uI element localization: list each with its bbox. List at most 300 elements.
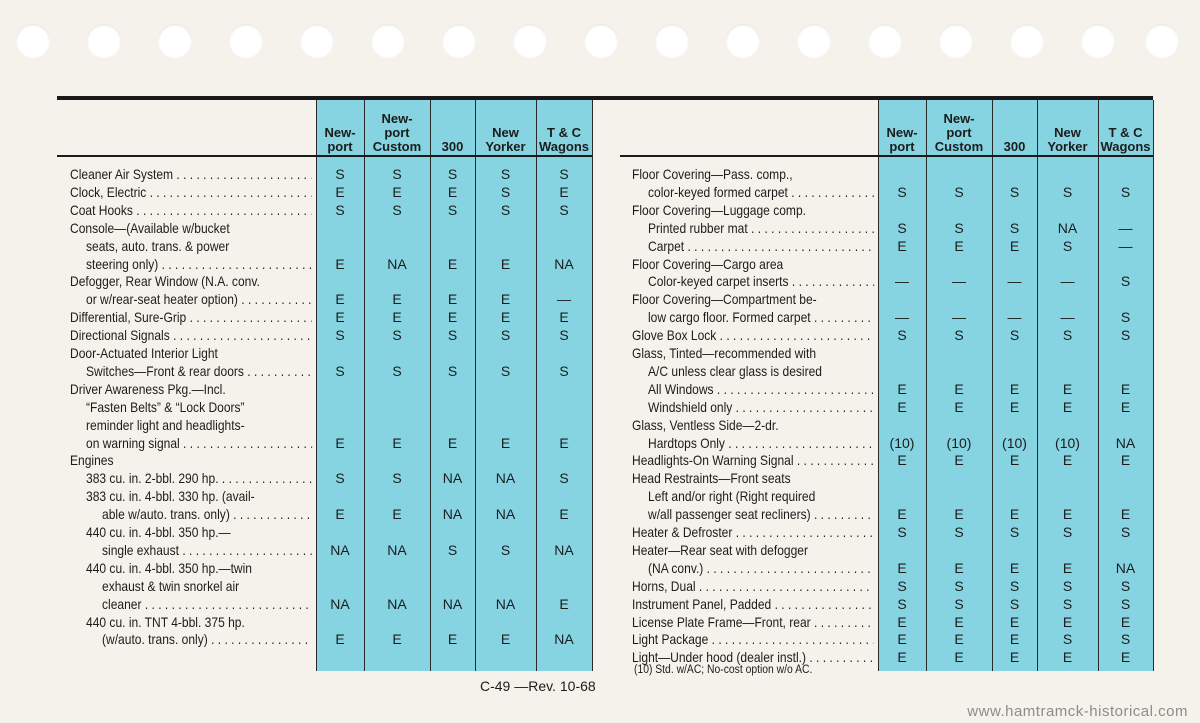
row-value: S [1120,273,1131,290]
row-value [364,416,430,434]
column-header-line: Wagons [1100,139,1151,154]
row-value: E [335,291,345,308]
row-value: NA [387,541,407,558]
row-value [1037,344,1098,362]
row-value [316,237,364,255]
row-value: E [897,631,907,648]
row-value [475,272,536,290]
row-value: S [559,470,569,487]
row-value: S [559,166,569,182]
row-value [1098,165,1153,183]
row-value: E [954,559,964,576]
row-value [364,219,430,237]
row-value: S [1009,327,1020,344]
row-value [536,344,592,362]
row-value: S [500,541,511,558]
row-label: Hardtops Only . . . [648,434,874,452]
row-value: E [954,237,964,254]
binder-hole [87,24,121,58]
row-label: (NA conv.) . . . [648,559,874,577]
row-value [475,416,536,434]
row-value: E [559,183,569,200]
row-value [926,201,992,219]
row-value [475,577,536,595]
row-value [316,219,364,237]
row-value: — [895,309,909,326]
row-value [430,559,475,577]
row-label: License Plate Frame—Front, rear . . . [632,613,874,631]
row-value [878,290,926,308]
row-value [926,344,992,362]
row-value [1098,416,1153,434]
column-header [364,102,430,154]
row-value: E [1009,380,1020,397]
column-header-line: 300 [1003,139,1026,154]
column-header-line: Yorker [485,139,526,154]
row-label: able w/auto. trans. only) . . . [102,505,312,523]
row-value: S [1120,309,1131,326]
binder-hole [655,24,689,58]
row-value: S [392,327,402,344]
row-value: E [1120,613,1131,630]
binder-hole [513,24,547,58]
row-label: 383 cu. in. 4-bbl. 330 hp. (avail- [86,488,255,505]
row-label: Directional Signals . . . [70,326,312,344]
row-value: E [897,452,907,469]
row-value: E [1120,380,1131,397]
row-label: Coat Hooks . . . [70,201,312,219]
row-value: S [954,595,964,612]
row-value: E [1009,649,1020,666]
row-value [316,451,364,469]
row-value [430,523,475,541]
row-value [1037,165,1098,183]
row-value: S [1009,595,1020,612]
row-value [1037,487,1098,505]
row-value [475,487,536,505]
row-value: — [1118,237,1133,254]
row-value: S [1120,631,1131,648]
row-label: Driver Awareness Pkg.—Incl. [70,380,226,397]
row-value: S [559,201,569,218]
row-value [316,577,364,595]
row-value [878,487,926,505]
row-value [926,165,992,183]
row-value: — [952,309,966,326]
row-value: E [447,255,458,272]
row-value [430,272,475,290]
row-value: S [954,183,964,200]
header-rule-right [620,155,1153,157]
binder-hole [584,24,618,58]
row-value [1037,201,1098,219]
column-header-line: Custom [934,139,984,154]
row-value [364,523,430,541]
column-header-line: Yorker [1047,139,1088,154]
row-value: — [952,273,966,290]
row-value: S [954,524,964,540]
column-header [926,102,992,154]
row-label: Floor Covering—Luggage comp. [632,201,807,218]
row-value [430,451,475,469]
row-value: S [335,362,345,379]
row-value [536,416,592,434]
column-header-line: New- [381,111,413,126]
row-value [878,469,926,487]
row-value [878,165,926,183]
row-value: NA [1057,219,1078,236]
column-header-line: 300 [441,139,464,154]
row-label: 383 cu. in. 2-bbl. 290 hp. . . . [86,469,312,487]
row-label: color-keyed formed carpet . . . [648,183,874,201]
row-value: S [559,327,569,344]
row-value: NA [1115,559,1136,576]
row-value [1037,541,1098,559]
row-value [316,559,364,577]
row-value [536,219,592,237]
row-value [992,165,1037,183]
row-value: S [1062,327,1073,344]
row-value [316,613,364,631]
row-value: E [1120,398,1131,415]
row-value: S [500,183,511,200]
row-value: S [954,577,964,594]
row-value: S [335,470,345,487]
row-value: S [897,219,907,236]
row-value: E [1062,649,1073,666]
row-value [430,380,475,398]
row-value [316,487,364,505]
row-value [475,613,536,631]
row-value [878,255,926,273]
row-value: S [1062,577,1073,594]
binder-hole [1010,24,1044,58]
row-value [475,559,536,577]
row-value: — [1060,273,1075,290]
row-value: — [1060,309,1075,326]
row-value: S [1009,524,1020,540]
row-label: Left and/or right (Right required [648,488,816,505]
row-value [536,559,592,577]
row-value [364,559,430,577]
row-value: E [954,506,964,523]
row-label: A/C unless clear glass is desired [648,362,822,379]
row-value: S [1062,524,1073,540]
row-value: E [1062,398,1073,415]
row-value: E [1062,452,1073,469]
column-header-line: port [327,139,353,154]
row-value: E [897,380,907,397]
row-value [316,272,364,290]
row-value [926,487,992,505]
row-value: NA [554,255,574,272]
row-value: E [500,631,511,648]
binder-hole [442,24,476,58]
row-label: Heater & Defroster . . . [632,523,874,541]
row-value: S [392,362,402,379]
row-value: E [897,649,907,666]
row-value: S [335,166,345,182]
row-value [992,255,1037,273]
column-header [1037,102,1098,154]
row-value: S [954,219,964,236]
row-value: E [897,613,907,630]
row-value: S [897,577,907,594]
row-label: Door-Actuated Interior Light [70,345,218,361]
row-value [364,487,430,505]
row-value: E [447,309,458,326]
row-value: NA [330,541,350,558]
row-value: NA [554,541,574,558]
row-value: S [1009,219,1020,236]
row-value: — [1118,219,1133,236]
row-value [926,362,992,380]
row-value [536,613,592,631]
row-label: (w/auto. trans. only) . . . [102,630,312,648]
row-value [430,613,475,631]
row-value [878,416,926,434]
row-value: — [1007,273,1022,290]
page-number: C-49 —Rev. 10-68 [480,678,596,694]
row-value: E [447,631,458,648]
row-value [536,237,592,255]
row-value: NA [442,595,463,612]
row-value: E [1009,613,1020,630]
row-value [992,201,1037,219]
row-value: E [392,506,402,523]
row-value: NA [495,595,516,612]
row-value [878,201,926,219]
row-label: Head Restraints—Front seats [632,470,791,487]
row-value [430,416,475,434]
row-label: Glass, Tinted—recommended with [632,345,817,361]
row-value [1098,290,1153,308]
row-value: E [1120,649,1131,666]
row-value: E [897,559,907,576]
row-label: Console—(Available w/bucket [70,219,230,236]
row-value: S [500,327,511,344]
row-value: (10) [1055,434,1080,451]
row-value: — [1007,309,1022,326]
row-value: E [335,255,345,272]
column-header [536,102,592,154]
row-value [1098,255,1153,273]
column-header [316,102,364,154]
row-label: low cargo floor. Formed carpet . . . [648,308,874,326]
row-label: Cleaner Air System . . . [70,165,312,183]
row-label: steering only) . . . [86,255,312,273]
row-value: S [447,327,458,344]
row-label: Windshield only . . . [648,398,874,416]
row-value: E [897,237,907,254]
row-value [1098,487,1153,505]
row-value [536,487,592,505]
column-header-line: New- [943,111,975,126]
row-value: E [954,398,964,415]
row-value [536,577,592,595]
row-value [992,487,1037,505]
row-value: E [954,380,964,397]
row-value: S [447,362,458,379]
row-label: Floor Covering—Compartment be- [632,291,817,308]
binder-hole [371,24,405,58]
row-value: E [392,631,402,648]
row-label: Carpet . . . [648,237,874,255]
row-value: E [1009,631,1020,648]
row-value: S [1120,524,1131,540]
row-label: Switches—Front & rear doors . . . [86,362,312,380]
row-value: E [559,506,569,523]
row-value: (10) [946,434,972,451]
row-label: All Windows . . . [648,380,874,398]
row-value [475,398,536,416]
row-value [364,451,430,469]
row-label: Color-keyed carpet inserts . . . [648,272,874,290]
row-value: E [392,183,402,200]
footnote: (10) Std. w/AC; No-cost option w/o AC. [634,664,813,676]
row-value: E [1062,613,1073,630]
row-label: 440 cu. in. 4-bbl. 350 hp.—twin [86,559,252,576]
row-label: Defogger, Rear Window (N.A. conv. [70,273,260,290]
row-value [1037,255,1098,273]
row-value: S [447,166,458,182]
row-value: S [335,327,345,344]
row-value [316,380,364,398]
row-value [926,416,992,434]
row-value [430,398,475,416]
row-value: S [559,362,569,379]
row-label: Light Package . . . [632,630,874,648]
row-value: S [392,201,402,218]
row-label: seats, auto. trans. & power [86,237,230,254]
binder-hole [16,24,50,58]
row-value: E [954,649,964,666]
row-value: S [1120,577,1131,594]
row-value: E [335,309,345,326]
row-value: NA [330,595,350,612]
row-value: S [1062,183,1073,200]
column-rule [592,100,593,671]
row-value [1098,541,1153,559]
row-value: S [447,541,458,558]
row-value: S [1062,595,1073,612]
row-value [316,416,364,434]
row-value: E [500,434,511,451]
row-value [926,290,992,308]
row-value: S [1120,595,1131,612]
row-label: Heater—Rear seat with defogger [632,541,809,558]
column-header-line: New [492,125,519,140]
row-value: S [897,183,907,200]
row-value: E [954,452,964,469]
column-header-line: T & C [547,125,581,140]
row-value: E [447,434,458,451]
row-value: E [500,255,511,272]
row-value: E [1009,559,1020,576]
row-value [1037,362,1098,380]
binder-hole [868,24,902,58]
row-label: Clock, Electric . . . [70,183,312,201]
row-value: E [1062,506,1073,523]
row-value: E [954,631,964,648]
column-header-line: T & C [1108,125,1143,140]
column-header-line: port [946,125,972,140]
row-value [316,398,364,416]
row-value: E [897,506,907,523]
row-value [1098,469,1153,487]
row-value: S [447,201,458,218]
row-value: E [559,595,569,612]
row-value: S [392,470,402,487]
row-value [475,237,536,255]
row-value: S [500,166,511,182]
row-value: S [1009,183,1020,200]
row-value [878,541,926,559]
row-value [1037,290,1098,308]
row-label: Floor Covering—Cargo area [632,255,784,272]
row-value: NA [442,470,463,487]
row-label: reminder light and headlights- [86,416,245,433]
row-value [992,344,1037,362]
header-rule-left [57,155,592,157]
row-value: S [1009,577,1020,594]
row-value [536,272,592,290]
row-value: (10) [889,434,915,451]
row-value: S [392,166,402,182]
row-value: — [895,273,909,290]
column-header [992,102,1037,154]
row-value [536,523,592,541]
binder-hole [300,24,334,58]
row-label: or w/rear-seat heater option) . . . [86,290,312,308]
binder-hole [1081,24,1115,58]
row-value [1098,344,1153,362]
row-value: E [500,291,511,308]
row-value [1098,201,1153,219]
row-label: Headlights-On Warning Signal . . . [632,451,874,469]
row-value: S [500,201,511,218]
row-value [992,362,1037,380]
row-label: Glove Box Lock . . . [632,326,874,344]
row-value: E [1062,380,1073,397]
row-label: Differential, Sure-Grip . . . [70,308,312,326]
row-value [992,469,1037,487]
row-value: S [500,362,511,379]
watermark: www.hamtramck-historical.com [967,703,1188,720]
row-value [364,380,430,398]
row-value [926,255,992,273]
column-header [475,102,536,154]
row-value: NA [387,255,407,272]
row-label: “Fasten Belts” & “Lock Doors” [86,398,245,415]
row-value: E [1009,452,1020,469]
row-label: 440 cu. in. 4-bbl. 350 hp.— [86,524,231,540]
row-value: E [1009,398,1020,415]
column-header-line: New [1054,125,1081,140]
row-value [475,344,536,362]
row-value: E [1009,506,1020,523]
row-value: E [559,434,569,451]
row-label: Horns, Dual . . . [632,577,874,595]
row-value: NA [495,506,516,523]
row-value [475,523,536,541]
binder-hole [158,24,192,58]
row-label: exhaust & twin snorkel air [102,577,240,594]
row-value: (10) [1002,434,1027,451]
row-value: E [392,309,402,326]
row-label: w/all passenger seat recliners) . . . [648,505,874,523]
row-value: S [897,327,907,344]
